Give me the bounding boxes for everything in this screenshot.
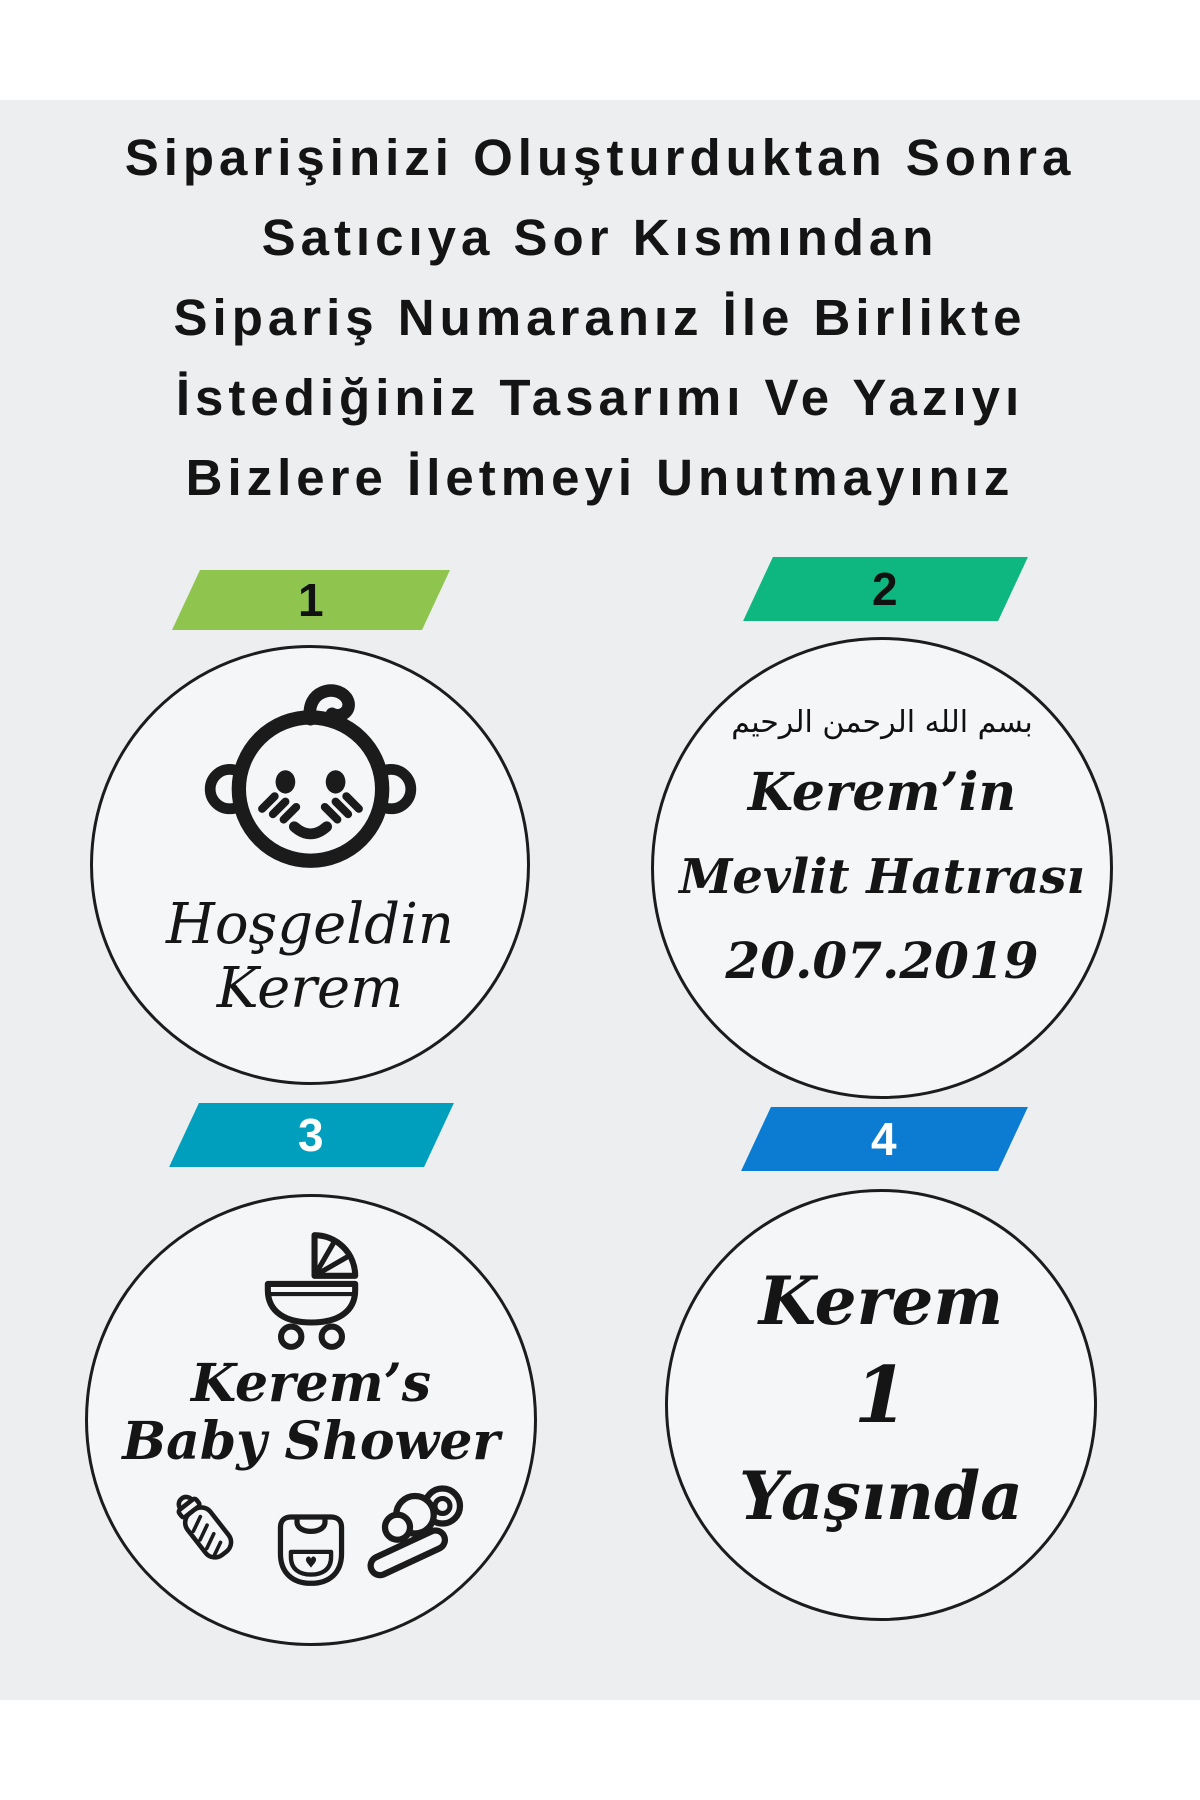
sticker-3-text-line: Baby Shower	[122, 1411, 500, 1472]
sticker-1-text-line: Kerem	[216, 956, 404, 1021]
pram-icon	[239, 1223, 384, 1355]
design-2-number: 2	[872, 563, 899, 615]
order-instructions-note	[0, 118, 1200, 518]
design-2-number-banner	[743, 557, 1028, 621]
design-4-sticker-preview	[665, 1189, 1097, 1621]
sticker-4-text-line: Yaşında	[739, 1457, 1023, 1535]
design-3-number-banner	[169, 1103, 454, 1167]
design-4-number: 4	[871, 1113, 898, 1165]
pacifier-icon	[365, 1481, 465, 1581]
sticker-1-text-line: Hoşgeldin	[165, 892, 454, 957]
design-2-sticker-preview	[651, 637, 1113, 1099]
sticker-4-text-line: Kerem	[758, 1262, 1004, 1340]
sticker-2-date: 20.07.2019	[725, 931, 1039, 990]
design-1-number: 1	[297, 574, 325, 626]
sticker-3-text-line: Kerem’s	[190, 1353, 432, 1414]
design-3-sticker-preview	[85, 1194, 537, 1646]
note-line: Satıcıya Sor Kısmından	[261, 209, 939, 266]
design-3-number: 3	[298, 1109, 325, 1161]
bismillah-calligraphy: بسم الله الرحمن الرحيم	[731, 705, 1033, 740]
note-line: Bizlere İletmeyi Unutmayınız	[185, 449, 1015, 506]
baby-items-icons	[157, 1481, 465, 1599]
note-line: Siparişinizi Oluşturduktan Sonra	[124, 129, 1076, 186]
bottle-icon	[157, 1481, 257, 1581]
sticker-2-text-line: Kerem’in	[747, 762, 1017, 823]
note-line: Sipariş Numaranız İle Birlikte	[173, 289, 1027, 346]
design-1-number-banner	[172, 570, 450, 630]
design-1-sticker-preview	[90, 645, 530, 1085]
design-4-number-banner	[741, 1107, 1028, 1171]
baby-face-icon	[203, 678, 418, 893]
sticker-2-text-line: Mevlit Hatırası	[679, 849, 1085, 905]
note-line: İstediğiniz Tasarımı Ve Yazıyı	[175, 369, 1025, 426]
bib-icon	[263, 1503, 359, 1599]
sticker-4-text-line: 1	[853, 1350, 909, 1441]
